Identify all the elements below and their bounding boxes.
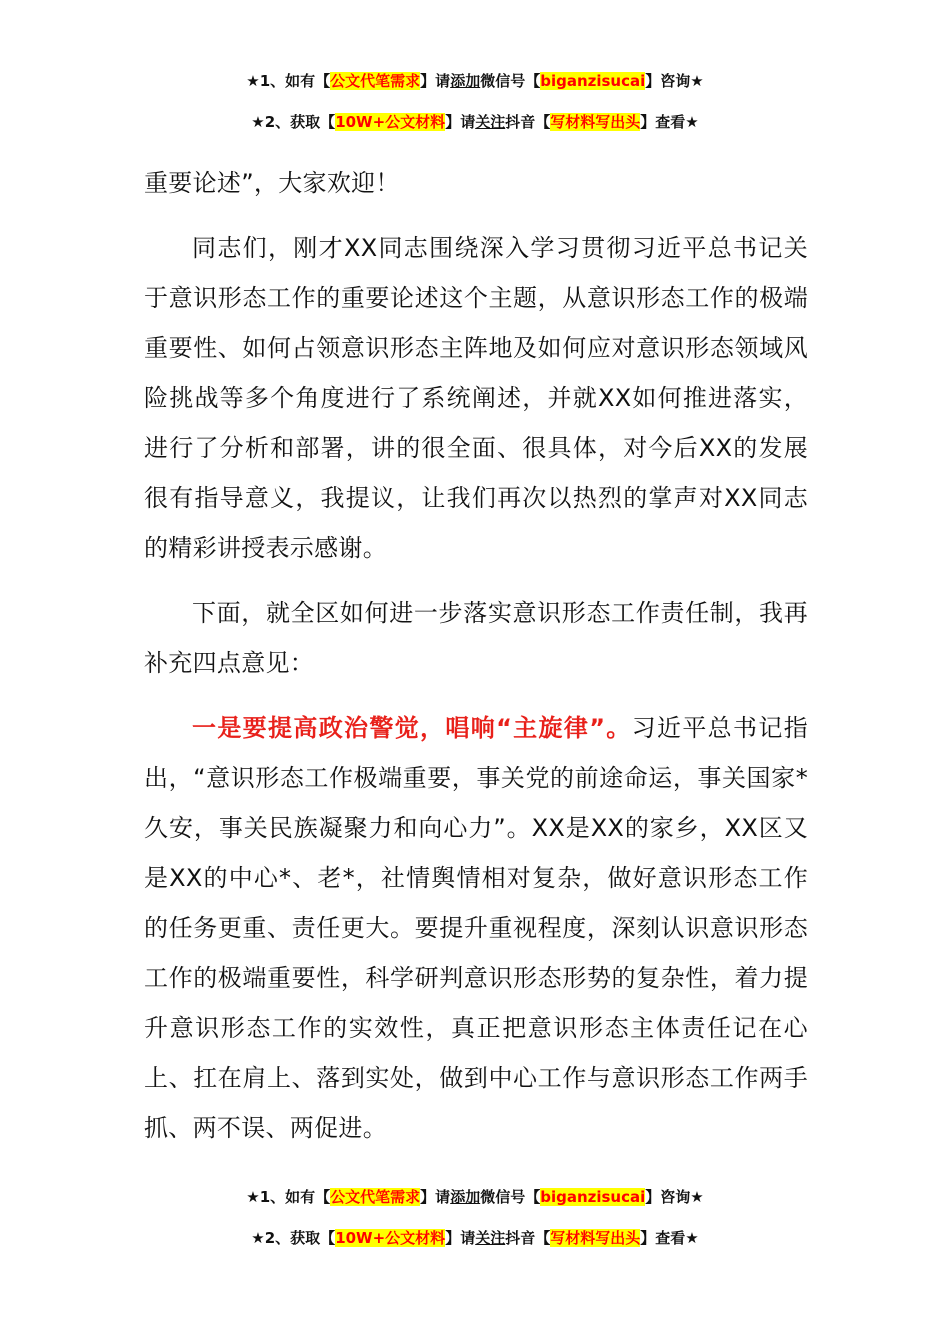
point-one-heading: 一是要提高政治警觉，唱响“主旋律”。 <box>192 714 632 742</box>
banner-highlight: biganzisucai <box>540 1188 646 1206</box>
header-banner-line-1 <box>0 70 950 91</box>
banner-highlight: 公文代笔需求 <box>330 72 421 90</box>
banner-text: 】请 <box>445 113 476 131</box>
paragraph-thanks: 同志们，刚才XX同志围绕深入学习贯彻习近平总书记关于意识形态工作的重要论述这个主题，从意识形态工作的极端重要性、如何占领意识形态主阵地及如何应对意识形态领域风险挑战等多个角度进行了系统阐述，并就XX如何推进落实，进行了分析和部署，讲的很全面、很具体，对今后XX的发展很有指导意义，我提议，让我们再次以热烈的掌声对XX同志的精彩讲授表示感谢。 <box>144 234 808 562</box>
banner-text: 】请 <box>445 1229 476 1247</box>
banner-underline: 关注 <box>475 1229 506 1247</box>
banner-text: ★1、如有【 <box>246 72 331 90</box>
paragraph-continuation: 重要论述”，大家欢迎！ <box>144 169 400 197</box>
point-one-body: 习近平总书记指出，“意识形态工作极端重要，事关党的前途命运，事关国家*久安，事关民族凝聚力和向心力”。XX是XX的家乡，XX区又是XX的中心*、老*，社情舆情相对复杂，做好意识形态工作的任务更重、责任更大。要提升重视程度，深刻认识意识形态工作的极端重要性，科学研判意识形态形势的复杂性，着力提升意识形态工作的实效性，真正把意识形态主体责任记在心上、扛在肩上、落到实处，做到中心工作与意识形态工作两手抓、两不误、两促进。 <box>144 714 808 1142</box>
banner-text: 微信号【 <box>480 1188 541 1206</box>
banner-text: 微信号【 <box>480 72 541 90</box>
banner-underline: 添加 <box>450 1188 481 1206</box>
banner-highlight: 写材料写出头 <box>550 113 641 131</box>
banner-text: 抖音【 <box>505 113 551 131</box>
banner-text: ★1、如有【 <box>246 1188 331 1206</box>
header-banner-line-2 <box>0 111 950 132</box>
banner-highlight: 写材料写出头 <box>550 1229 641 1247</box>
paragraph-point-one <box>144 703 808 1153</box>
banner-text: ★2、获取【 <box>251 113 336 131</box>
banner-text: 】请 <box>420 1188 451 1206</box>
banner-highlight: 10W+公文材料 <box>335 1229 446 1247</box>
banner-text: 】请 <box>420 72 451 90</box>
banner-text: ★2、获取【 <box>251 1229 336 1247</box>
banner-text: 】咨询★ <box>645 72 704 90</box>
banner-text: 抖音【 <box>505 1229 551 1247</box>
banner-text: 】查看★ <box>640 113 699 131</box>
footer-banner-line-1 <box>0 1186 950 1207</box>
banner-highlight: 公文代笔需求 <box>330 1188 421 1206</box>
banner-highlight: biganzisucai <box>540 72 646 90</box>
banner-text: 】查看★ <box>640 1229 699 1247</box>
paragraph-intro: 下面，就全区如何进一步落实意识形态工作责任制，我再补充四点意见： <box>144 599 808 677</box>
banner-underline: 关注 <box>475 113 506 131</box>
banner-highlight: 10W+公文材料 <box>335 113 446 131</box>
banner-underline: 添加 <box>450 72 481 90</box>
footer-banner-line-2 <box>0 1227 950 1248</box>
banner-text: 】咨询★ <box>645 1188 704 1206</box>
